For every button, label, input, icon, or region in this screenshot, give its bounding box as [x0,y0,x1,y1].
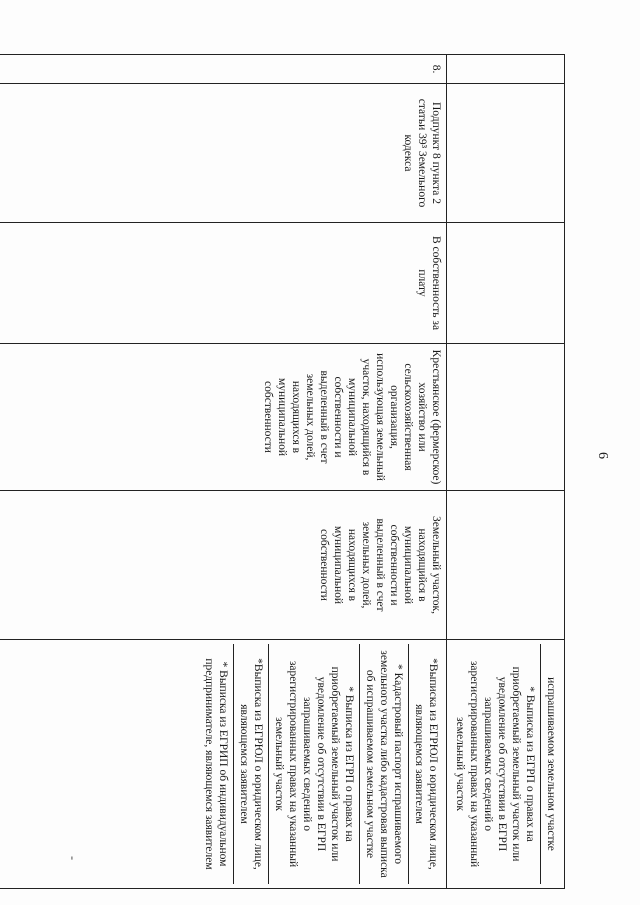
continuation-text: испрашиваемом земельном участке [540,644,561,884]
row-number: 8. [0,55,447,84]
page-number: 6 [595,452,610,459]
document-item: * Выписка из ЕГРИП об индивидуальном предпринимателе, являющемся заявителем [203,658,229,870]
required-documents [0,640,447,889]
legal-basis: Подпункт 8 пункта 2 статьи 39³ Земельного кодекса [0,84,447,223]
right-type: В собственность за плату [0,223,447,344]
table-row [0,55,447,889]
applicant: Крестьянское (фермерское) хозяйство или сельскохозяйственная организация, использующая земельный участок, находящийся в муниципальной собственности и выделенный в счет земельных долей, находящихся в муниципальной собственности [0,344,447,491]
cell-docs-continuation [447,640,565,889]
cell-empty [447,84,565,223]
document-item: *Выписка из ЕГРЮЛ о юридическом лице, являющемся заявителем [233,644,268,884]
cell-empty [447,55,565,84]
continuation-doc: * Выписка из ЕГРП о правах на приобретаемый земельный участок или уведомление об отсутствии в ЕГРП запрашиваемых сведений о зарегистрированных правах на указанный земельный участок [454,660,536,868]
cell-empty [447,223,565,344]
document-item: * Кадастровый паспорт испрашиваемого земельного участка либо кадастровая выписка об испрашиваемом земельном участке [359,644,408,884]
cell-empty [447,491,565,640]
document-item: *Выписка из ЕГРЮЛ о юридическом лице, являющемся заявителем [408,644,443,884]
document-item: * Выписка из ЕГРП о правах на приобретаемый земельный участок или уведомление об отсутствии в ЕГРП запрашиваемых сведений о зарегистрированных правах на указанный земельный участок [268,644,359,884]
table-row-continuation [447,55,565,889]
cell-empty [447,344,565,491]
land-object: Земельный участок, находящийся в муниципальной собственности и выделенный в счет земельных долей, находящихся в муниципальной собственности [0,491,447,640]
regulation-table [0,54,565,889]
edge-mark: - [66,856,80,860]
